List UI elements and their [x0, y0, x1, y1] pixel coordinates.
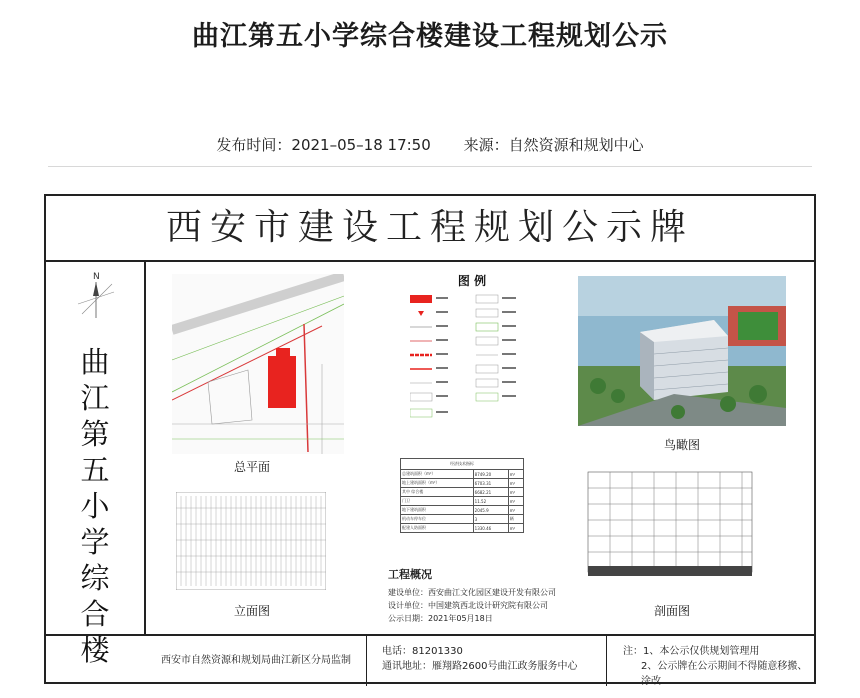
legend: [410, 272, 534, 450]
notice-board-image: [44, 194, 816, 687]
board-side-panel: [46, 262, 146, 667]
overview-title: 工程概况: [388, 568, 432, 581]
side-title-char: 曲: [80, 345, 110, 379]
compass-label: N: [93, 272, 100, 282]
table-row: [401, 497, 524, 506]
table-cell: 机动车停车位: [401, 515, 474, 524]
side-title-char: 学: [80, 525, 110, 559]
table-row: [401, 488, 524, 497]
table-cell: m²: [508, 488, 523, 497]
page-title: 曲江第五小学综合楼建设工程规划公示: [192, 21, 668, 52]
board-side-title: [74, 344, 116, 668]
side-title-char: 江: [80, 381, 110, 415]
table-cell: 辆: [508, 515, 523, 524]
table-row: [401, 524, 524, 533]
economic-indicators-table: [400, 458, 524, 570]
side-title-char: 第: [80, 417, 110, 451]
divider: [48, 166, 812, 167]
side-title-char: 合: [80, 597, 110, 631]
table-row: [401, 506, 524, 515]
table-cell: 门卫: [401, 497, 474, 506]
table-cell: 地下建筑面积: [401, 506, 474, 515]
footer-notes: [606, 636, 814, 686]
table-row: [401, 470, 524, 479]
table-cell: 6682.21: [473, 488, 508, 497]
site-plan-caption: 总平面: [233, 460, 270, 474]
legend-symbols: [410, 293, 534, 445]
overview-line-builder: 建设单位：西安曲江文化园区建设开发有限公司: [388, 588, 556, 597]
table-cell: 总建筑面积（m²）: [401, 470, 474, 479]
elevation-drawing: [176, 492, 326, 590]
table-cell: m²: [508, 506, 523, 515]
project-overview: [388, 566, 588, 625]
site-plan-drawing: [172, 274, 344, 454]
legend-title: 图 例: [457, 274, 487, 288]
elevation-caption: 立面图: [233, 604, 270, 618]
section-drawing: [578, 468, 768, 586]
footer-note-2: 2、公示牌在公示期间不得随意移搬、涂改: [641, 661, 808, 687]
table-cell: 其中 综合楼: [401, 488, 474, 497]
table-row: [401, 515, 524, 524]
table-cell: 3: [473, 515, 508, 524]
side-title-char: 楼: [80, 633, 110, 667]
table-cell: m²: [508, 470, 523, 479]
footer-note-1: 注：1、本公示仅供规划管理用: [623, 646, 760, 657]
source: 来源：自然资源和规划中心: [463, 136, 644, 154]
table-cell: 1330.46: [473, 524, 508, 533]
table-cell: 配建人防面积: [401, 524, 474, 533]
board-title: 西安市建设工程规划公示牌: [46, 196, 814, 262]
table-cell: m²: [508, 497, 523, 506]
article-meta: [0, 134, 860, 155]
table-cell: 2045.9: [473, 506, 508, 515]
table-cell: 6703.31: [473, 479, 508, 488]
section-caption: 剖面图: [653, 604, 690, 618]
table-row: [401, 479, 524, 488]
side-title-char: 综: [80, 561, 110, 595]
footer-contact: [382, 644, 577, 674]
aerial-view-image: [578, 276, 786, 426]
table-cell: m²: [508, 479, 523, 488]
north-arrow-icon: [74, 270, 118, 320]
publish-time: 发布时间：2021–05–18 17:50: [216, 136, 431, 154]
econ-title: 经济技术指标: [401, 459, 524, 470]
side-title-char: 五: [80, 453, 110, 487]
footer-office: 西安市自然资源和规划局曲江新区分局监制: [146, 636, 367, 686]
footer-phone: 电话：81201330: [382, 646, 463, 657]
overview-line-date: 公示日期：2021年05月18日: [388, 614, 493, 623]
table-cell: 8749.20: [473, 470, 508, 479]
table-cell: 地上建筑面积（m²）: [401, 479, 474, 488]
side-title-char: 小: [80, 489, 110, 523]
aerial-caption: 鸟瞰图: [663, 438, 700, 452]
table-cell: 11.52: [473, 497, 508, 506]
board-footer: [46, 634, 814, 686]
overview-line-designer: 设计单位：中国建筑西北设计研究院有限公司: [388, 601, 548, 610]
footer-address: 通讯地址：雁翔路2600号曲江政务服务中心: [382, 661, 578, 672]
table-cell: m²: [508, 524, 523, 533]
